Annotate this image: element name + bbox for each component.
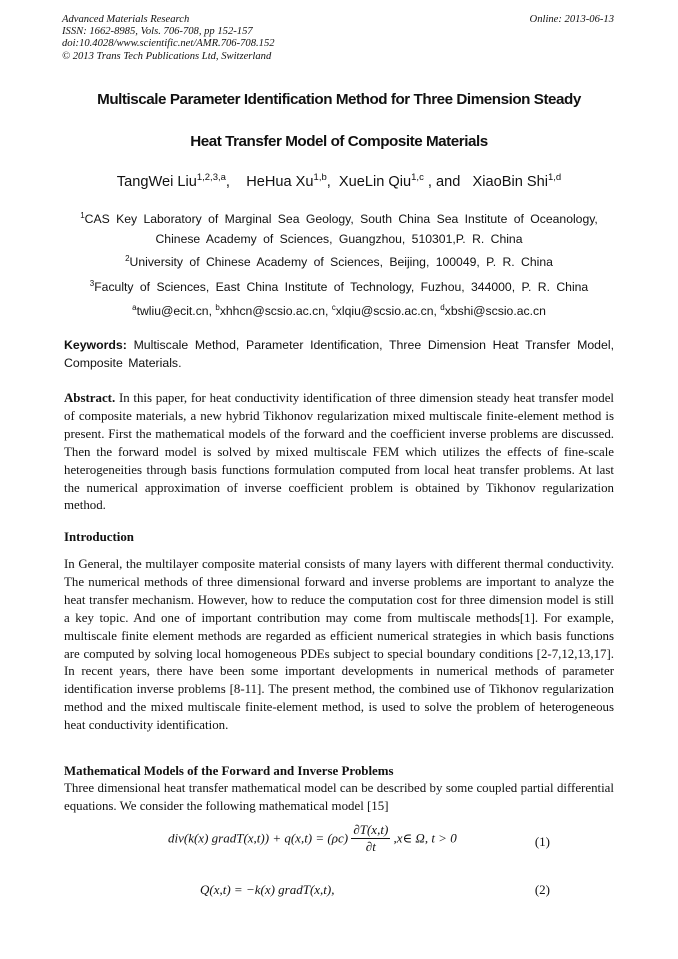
abstract-label: Abstract.: [64, 391, 116, 405]
author-sup: 1,d: [547, 172, 562, 183]
section-heading-introduction: Introduction: [64, 530, 134, 544]
affiliation-sup: 2: [125, 254, 130, 263]
affiliation-sup: 3: [89, 279, 95, 288]
affiliation-text: University of Chinese Academy of Sciences, Beijing, 100049, P. R. China: [129, 255, 553, 270]
introduction-paragraph: In General, the multilayer composite material consists of many layers with different thermal conductivity. The numerical methods of three dimensional forward and inverse problems are important to analyze the heat transfer mechanism. However, how to reduce the computation cost for three dimension model is still a key topic. And one of important contribution may come from multiscale methods[1]. For example, multiscale finite element methods are regarded as efficient numerical strategies in which basis functions are computed by solving local homogeneous PDEs subject to special boundary conditions [2-7,12,13,17]. In recent years, there have been some important developments in numerical methods of parameter identification inverse problems [8-11]. The present method, the combined use of Tikhonov regularization method and the mixed multiscale finite-element method, is used to solve the problem of heterogeneous heat conductivity identification.: [64, 557, 614, 733]
author-list: TangWei Liu$^{1,2,3,a}$, HeHua Xu$^{1,b}$, XueLin Qiu$^{1,c}$ , and XiaoBin Shi$^{1,d}$: [116, 172, 562, 190]
affiliation-text: Faculty of Sciences, East China Institute of Technology, Fuzhou, 344000, P. R. China: [94, 280, 589, 295]
author-name: HeHua Xu: [246, 173, 314, 190]
author-conjunction: , and: [427, 173, 461, 190]
abstract-block: [64, 390, 614, 515]
publication-meta: [62, 14, 275, 63]
equation-1-denominator: ∂t: [365, 839, 376, 854]
paper-title-line1: Multiscale Parameter Identification Method for Three Dimension Steady: [97, 91, 581, 108]
equation-1-lhs: div(k(x) gradT(x,t)) + q(x,t) = (ρc): [168, 830, 349, 846]
abstract-text: In this paper, for heat conductivity identification of three dimension steady heat transfer model of composite materials, a new hybrid Tikhonov regularization mixed multiscale finite-element method is present. First the mathematical models of the forward and the coefficient inverse problems are discussed. Then the forward model is solved by mixed multiscale FEM which utilizes the effects of fine-scale heterogeneities through basis functions formulation computed from local heat transfer problems. At last the numerical approximation of inverse coefficient problem is obtained by Tikhonov regularization method.: [64, 391, 614, 513]
email-sup: c: [331, 303, 336, 312]
doi-line: doi:10.4028/www.scientific.net/AMR.706-708.152: [62, 38, 275, 50]
equation-1-fraction: [351, 822, 390, 855]
email-address[interactable]: xbshi@scsio.ac.cn: [444, 304, 546, 319]
author-sup: 1,c: [411, 172, 424, 183]
affiliation-3: [64, 274, 614, 297]
email-address[interactable]: xhhcn@scsio.ac.cn,: [219, 304, 329, 319]
models-paragraph: Three dimensional heat transfer mathematical model can be described by some coupled partial differential equations. We consider the following mathematical model [15]: [64, 781, 614, 813]
affiliation-sup: 1: [80, 211, 85, 220]
affiliation-1: [64, 206, 614, 249]
keywords-text: Multiscale Method, Parameter Identification, Three Dimension Heat Transfer Model, Composite Materials.: [64, 338, 614, 370]
issn-line: ISSN: 1662-8985, Vols. 706-708, pp 152-157: [62, 26, 253, 38]
keywords-label: Keywords:: [64, 338, 127, 352]
author-name: XiaoBin Shi: [472, 173, 548, 190]
paper-title-line2: Heat Transfer Model of Composite Materials: [190, 133, 488, 150]
email-sup: b: [215, 303, 220, 312]
email-address[interactable]: xlqiu@scsio.ac.cn,: [335, 304, 437, 319]
copyright-line: © 2013 Trans Tech Publications Ltd, Switzerland: [62, 50, 272, 62]
online-date: Online: 2013-06-13: [529, 14, 614, 25]
author-name: XueLin Qiu: [338, 173, 412, 190]
affiliation-text: CAS Key Laboratory of Marginal Sea Geology, South China Sea Institute of Oceanology,: [84, 212, 598, 227]
equation-2-number: (2): [534, 882, 550, 897]
section-heading-models: Mathematical Models of the Forward and Inverse Problems: [64, 764, 394, 778]
journal-name: Advanced Materials Research: [62, 14, 190, 25]
equation-2-body: Q(x,t) = −k(x) gradT(x,t),: [200, 882, 335, 897]
email-sup: a: [132, 303, 137, 312]
equation-1-numerator: ∂T(x,t): [353, 822, 389, 837]
author-name: TangWei Liu: [116, 173, 197, 190]
email-sup: d: [440, 303, 445, 312]
email-address[interactable]: twliu@ecit.cn,: [136, 304, 212, 319]
equation-1-tail: ,x∈ Ω, t > 0: [393, 830, 457, 846]
keywords-block: [64, 336, 614, 372]
affiliation-2: [64, 249, 614, 272]
author-sup: 1,b: [313, 172, 327, 183]
email-list: [64, 298, 614, 321]
author-sup: 1,2,3,a: [196, 172, 226, 183]
affiliation-text: Chinese Academy of Sciences, Guangzhou, 510301,P. R. China: [155, 232, 523, 247]
equation-1-number: (1): [534, 834, 550, 849]
